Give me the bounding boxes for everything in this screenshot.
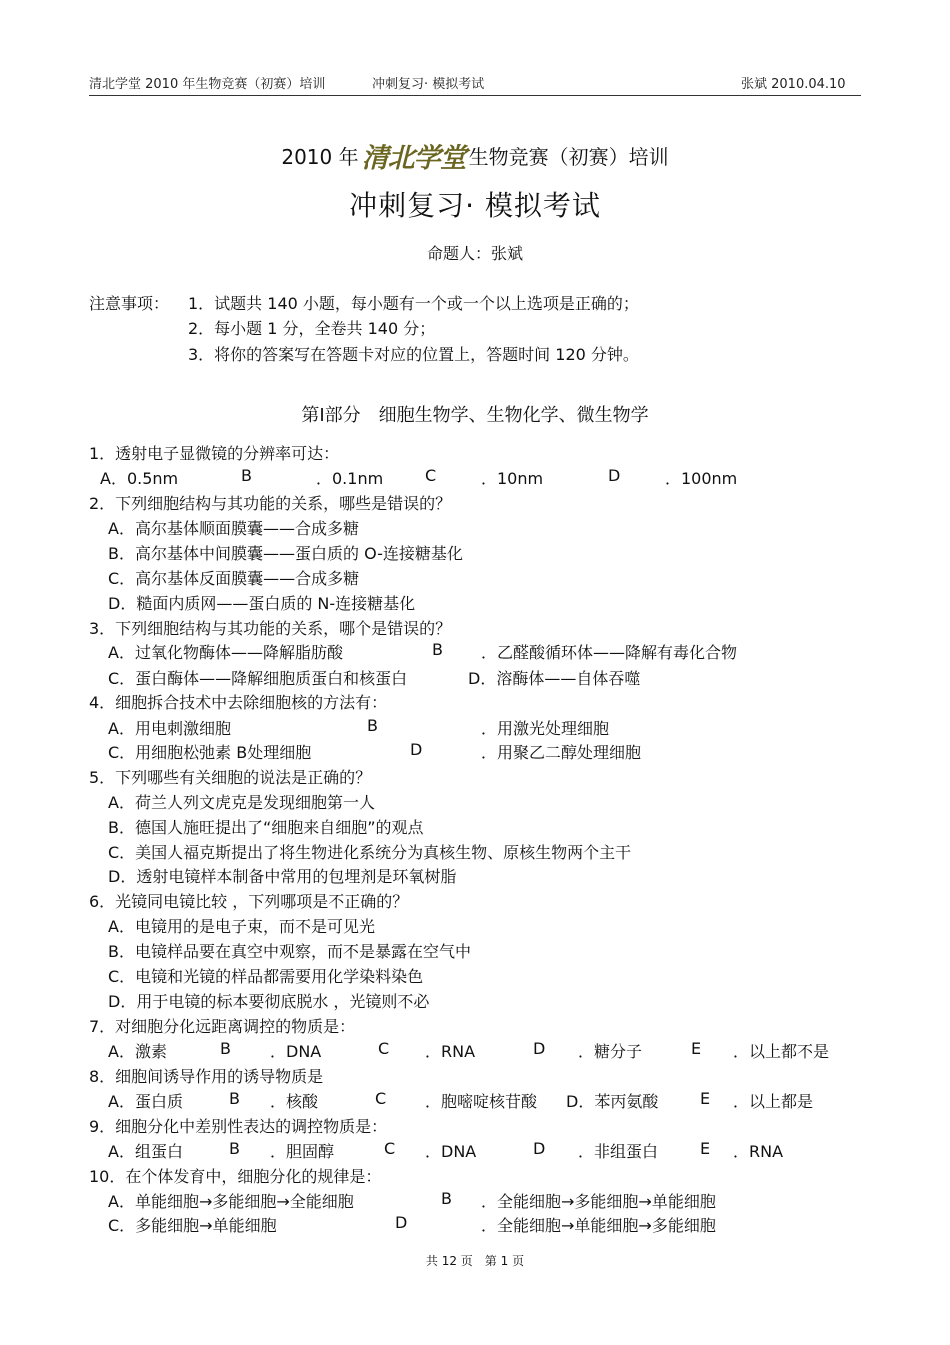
option: ．全能细胞→单能细胞→多能细胞 <box>481 1216 716 1235</box>
option: ．0.1nm <box>316 469 384 488</box>
header-left: 清北学堂 2010 年生物竞赛（初赛）培训 <box>89 77 326 92</box>
option: C <box>375 1089 387 1108</box>
question-stem: 2．下列细胞结构与其功能的关系，哪些是错误的？ <box>89 494 452 513</box>
note-item: 3．将你的答案写在答题卡对应的位置上，答题时间 120 分钟。 <box>188 345 639 364</box>
option: ．胆固醇 <box>270 1142 335 1161</box>
option: ．胞嘧啶核苷酸 <box>425 1092 538 1111</box>
question-stem: 8．细胞间诱导作用的诱导物质是 <box>89 1067 324 1086</box>
option: C．电镜和光镜的样品都需要用化学染料染色 <box>108 967 424 986</box>
option: D <box>395 1213 408 1232</box>
option: ．DNA <box>270 1042 322 1061</box>
question-stem: 9．细胞分化中差别性表达的调控物质是： <box>89 1117 388 1136</box>
question-stem: 6．光镜同电镜比较 ，下列哪项是不正确的？ <box>89 892 409 911</box>
option: B．德国人施旺提出了“细胞来自细胞”的观点 <box>108 818 424 837</box>
option: C <box>425 466 437 485</box>
option: ．非组蛋白 <box>578 1142 659 1161</box>
option: C．用细胞松弛素 B处理细胞 <box>108 743 312 762</box>
option: D．用于电镜的标本要彻底脱水 ，光镜则不必 <box>108 992 430 1011</box>
option: A．高尔基体顺面膜囊——合成多糖 <box>108 519 359 538</box>
option: D <box>533 1039 546 1058</box>
option: B <box>241 466 252 485</box>
option: A．组蛋白 <box>108 1142 183 1161</box>
notes-label: 注意事项： <box>89 294 170 313</box>
qingbei-logo: 清北学堂 <box>361 143 466 174</box>
option: D <box>410 740 423 759</box>
option: ．10nm <box>481 469 544 488</box>
option: ．核酸 <box>270 1092 319 1111</box>
header-rule <box>89 95 861 96</box>
option: D．苯丙氨酸 <box>566 1092 659 1111</box>
option: ．乙醛酸循环体——降解有毒化合物 <box>481 643 738 662</box>
title-line <box>0 136 950 175</box>
question-stem: 7．对细胞分化远距离调控的物质是： <box>89 1017 356 1036</box>
option: E <box>700 1139 711 1158</box>
question-stem: 10．在个体发育中，细胞分化的规律是： <box>89 1167 382 1186</box>
option: ．用激光处理细胞 <box>481 719 610 738</box>
option: ．100nm <box>665 469 738 488</box>
option: B <box>229 1139 240 1158</box>
option: C <box>378 1039 390 1058</box>
option: B <box>220 1039 231 1058</box>
option: B <box>432 640 443 659</box>
question-stem: 4．细胞拆合技术中去除细胞核的方法有： <box>89 693 388 712</box>
option: B <box>441 1189 452 1208</box>
option: ．RNA <box>733 1142 784 1161</box>
option: B．高尔基体中间膜囊——蛋白质的 O-连接糖基化 <box>108 544 463 563</box>
option: ．以上都是 <box>733 1092 814 1111</box>
option: A．荷兰人列文虎克是发现细胞第一人 <box>108 793 375 812</box>
page-footer: 共 12 页 第 1 页 <box>425 1254 525 1268</box>
option: A．单能细胞→多能细胞→全能细胞 <box>108 1192 354 1211</box>
option: B <box>229 1089 240 1108</box>
option: C．蛋白酶体——降解细胞质蛋白和核蛋白 <box>108 669 408 688</box>
option: B．电镜样品要在真空中观察，而不是暴露在空气中 <box>108 942 471 961</box>
option: D <box>533 1139 546 1158</box>
option: ．DNA <box>425 1142 477 1161</box>
option: C <box>384 1139 396 1158</box>
option: A．0.5nm <box>100 469 179 488</box>
option: ．以上都不是 <box>733 1042 830 1061</box>
option: C．多能细胞→单能细胞 <box>108 1216 277 1235</box>
option: E <box>700 1089 711 1108</box>
option: D <box>608 466 621 485</box>
main-title: 冲刺复习· 模拟考试 <box>349 189 601 222</box>
option: A．蛋白质 <box>108 1092 183 1111</box>
option: A．过氧化物酶体——降解脂肪酸 <box>108 643 343 662</box>
title-prefix: 2010 年 <box>281 145 359 169</box>
header-center: 冲刺复习· 模拟考试 <box>372 77 485 92</box>
option: A．用电刺激细胞 <box>108 719 231 738</box>
option: E <box>691 1039 702 1058</box>
option: ．糖分子 <box>578 1042 643 1061</box>
question-stem: 5．下列哪些有关细胞的说法是正确的？ <box>89 768 372 787</box>
option: A．电镜用的是电子束，而不是可见光 <box>108 917 375 936</box>
header-right: 张斌 2010.04.10 <box>741 77 846 92</box>
question-stem: 3．下列细胞结构与其功能的关系，哪个是错误的？ <box>89 619 452 638</box>
option: ．全能细胞→多能细胞→单能细胞 <box>481 1192 716 1211</box>
option: C．美国人福克斯提出了将生物进化系统分为真核生物、原核生物两个主干 <box>108 843 632 862</box>
option: A．激素 <box>108 1042 167 1061</box>
title-suffix: 生物竞赛（初赛）培训 <box>468 145 669 169</box>
option: D．糙面内质网——蛋白质的 N-连接糖基化 <box>108 594 416 613</box>
author: 命题人：张斌 <box>426 244 523 263</box>
option: D．透射电镜样本制备中常用的包埋剂是环氧树脂 <box>108 867 457 886</box>
note-item: 1．试题共 140 小题，每小题有一个或一个以上选项是正确的； <box>188 294 639 313</box>
question-stem: 1．透射电子显微镜的分辨率可达： <box>89 444 340 463</box>
note-item: 2．每小题 1 分，全卷共 140 分； <box>188 319 436 338</box>
section-title: 第Ⅰ部分 细胞生物学、生物化学、微生物学 <box>301 405 649 426</box>
option: B <box>367 716 378 735</box>
option: C．高尔基体反面膜囊——合成多糖 <box>108 569 360 588</box>
option: ．用聚乙二醇处理细胞 <box>481 743 642 762</box>
option: D．溶酶体——自体吞噬 <box>468 669 641 688</box>
option: ．RNA <box>425 1042 476 1061</box>
